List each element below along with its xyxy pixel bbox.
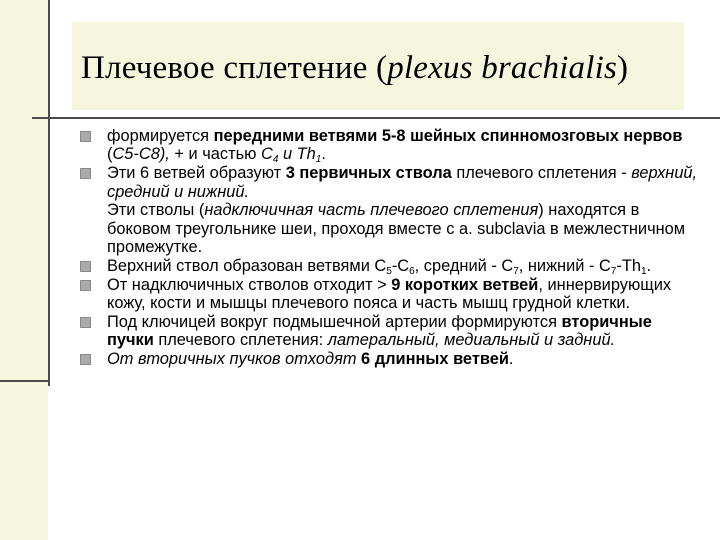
bullet-list — [80, 127, 700, 369]
left-horizontal-rule — [0, 380, 50, 382]
bullet-text: C — [261, 145, 273, 164]
bullet-text: Эти 6 ветвей образуют — [107, 164, 286, 183]
bullet-text: , средний - C — [414, 256, 514, 275]
bullet-text: . — [646, 256, 652, 275]
bullet-text: и Th — [278, 145, 316, 164]
subscript-text: 1 — [640, 265, 647, 277]
bullet-text: От вторичных пучков отходят — [107, 350, 362, 369]
subscript-text: 5 — [386, 265, 392, 277]
bullet-item — [80, 164, 700, 256]
bullet-text: 3 первичных ствола — [285, 164, 452, 183]
bullet-text: ( — [107, 145, 113, 164]
bullet-text: C5-C8), — [112, 145, 170, 164]
left-accent-strip — [0, 0, 48, 540]
subscript-text: 1 — [315, 154, 322, 166]
square-bullet-icon — [80, 261, 91, 272]
bullet-text: плечевого сплетения - — [451, 164, 632, 183]
bullet-text: . — [321, 145, 326, 164]
bullet-text: . — [508, 350, 514, 369]
bullet-text: Под ключицей вокруг подмышечной артерии формируются — [107, 313, 562, 332]
title-close: ) — [617, 50, 629, 86]
subscript-text: 4 — [272, 154, 279, 166]
bullet-item — [80, 313, 700, 350]
title-underline-rule — [32, 117, 720, 119]
bullet-item — [80, 127, 700, 164]
subscript-text: 7 — [610, 265, 617, 277]
bullet-text: латеральный, медиальный и задний. — [327, 331, 616, 350]
bullet-text: 9 коротких ветвей — [391, 275, 539, 294]
subscript-text: 7 — [513, 265, 519, 277]
bullet-text: ) находятся в боковом треугольнике шеи, проходя вместе с a. subclavia в межлестничном промежутке. — [107, 201, 686, 256]
bullet-item — [80, 276, 700, 313]
square-bullet-icon — [80, 280, 91, 291]
bullet-text: передними ветвями 5-8 шейных спинномозговых нервов — [213, 127, 683, 145]
bullet-item — [80, 257, 700, 275]
title-latin: plexus brachialis — [387, 50, 618, 86]
bullet-text: , нижний - C — [518, 256, 611, 275]
bullet-text: , иннервирующих кожу, кости и мышцы плечевого пояса и часть мышц грудной клетки. — [107, 275, 672, 313]
bullet-text: От надключичных стволов отходит > — [107, 275, 392, 294]
bullet-text: -C — [391, 256, 410, 275]
bullet-text: + и частью — [169, 145, 261, 164]
bullet-text: Эти стволы ( — [107, 201, 205, 220]
bullet-item — [80, 350, 700, 368]
bullet-text: Верхний ствол образован ветвями C — [107, 256, 387, 275]
square-bullet-icon — [80, 131, 91, 142]
bullet-text: верхний, средний и нижний. — [107, 164, 698, 201]
square-bullet-icon — [80, 317, 91, 328]
bullet-text: плечевого сплетения: — [153, 331, 328, 350]
slide-title — [81, 50, 628, 87]
bullet-text: вторичные пучки — [107, 313, 652, 350]
square-bullet-icon — [80, 168, 91, 179]
bullet-text: надключичная часть плечевого сплетения — [204, 201, 539, 220]
square-bullet-icon — [80, 354, 91, 365]
title-text: Плечевое сплетение ( — [81, 50, 388, 86]
left-vertical-rule — [48, 0, 50, 386]
bullet-text: формируется — [107, 127, 214, 145]
bullet-text: -Th — [616, 256, 641, 275]
subscript-text: 6 — [409, 265, 415, 277]
bullet-text: 6 длинных ветвей — [361, 350, 509, 369]
